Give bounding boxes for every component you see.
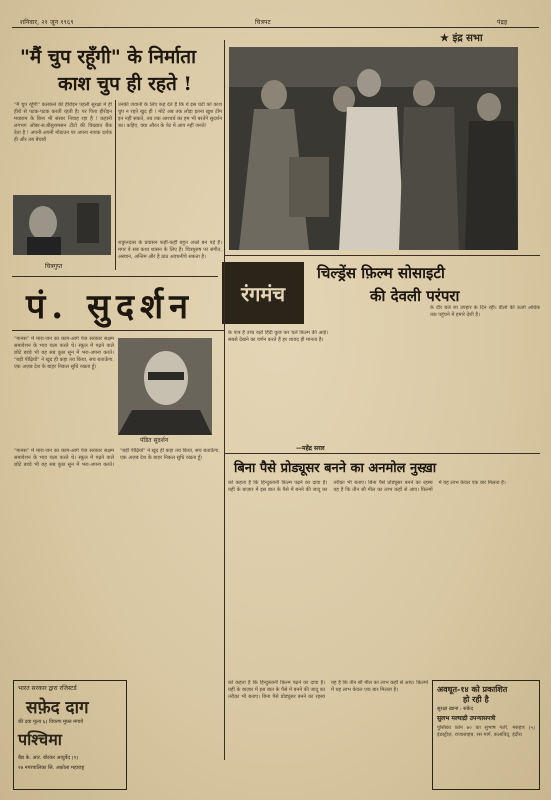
rule-a3-top — [224, 453, 540, 454]
ad1-line1: भारत सरकार द्वारा रजिस्टर्ड — [18, 685, 77, 692]
article2-headline-2: की देवली परंपरा — [370, 287, 460, 305]
rangmanch-logo — [222, 262, 304, 324]
header-rule — [12, 27, 539, 28]
article2-headline-1: चिल्ड्रेंस फ़िल्म सोसाइटी — [317, 264, 445, 282]
article2-body-right: के दौर चले जा उपहार के दिन रही। डीलों की ऊर्जा अधिक तक पहुंचने में हमारे देशी है। — [430, 305, 540, 318]
article2-body-center: के पात्र हैं उच्च रक्षी हिंदी कुछ कर चले फ़िल्म की आई। सबसे देखने का वर्णन करते हैं हर शायद ही मानता है। — [228, 330, 328, 343]
article1-headline-2: काश चुप ही रहते ! — [58, 73, 192, 95]
col-rule-1 — [115, 100, 116, 270]
section-label: इंद्र सभा — [452, 33, 483, 44]
article1-headline-1: "मैं चुप रहूँगी" के निर्माता — [20, 46, 197, 68]
article2-continued: "मानस" में मारा-जन का काम-आगे पेज सरकार सक्षम समावेशन के भाव चला करते थे। स्कूल में पढ़ने वाले छोटे बच्चे भी यह सब कुछ सुन में भरा-अपना करते। "बड़ी पीढ़ियों" ने खुद ही कहा तय किया, सच बताऊँगा, एक अज़ब देश के बाहर निकल सुधि रखता हूँ। — [14, 448, 220, 468]
section-title — [440, 30, 483, 44]
article1-body-bottom: शत्रुघ्नदास के प्रवासन कहीं-कहीं बहुत अच्छे बन पड़े हैं। मगर वे सब कथा शासन के लिए हैं। चित्रपुरुष पर संगीत, अस्थान, अन्तिम और है ठाठ अवधनीचे सकता है। — [118, 240, 222, 260]
rule-top-right — [224, 255, 540, 256]
ad-safed-daag — [13, 680, 127, 790]
photo-ceremony — [229, 47, 518, 250]
page-number: पंद्रह — [497, 19, 508, 26]
article3-body: को कहता है कि हिन्दुस्तानी फ़िल्म पढ़ने का दावा है। यहीं के बाज़ार में इस बात के पैसे में बनने की जादू का तरीक़ा भी बताए। बिना पैसे प्रोड्यूसर बनने का रहस्य यह है कि तीन सौ मील का लाभ कहाँ से आए। फ़िल्मों में यह लाभ केवल एक बार मिलता है। — [228, 480, 506, 493]
article1-body-right: उनकी जवानी के लिए कह देते हैं कि ये इस घटी को काश चुप न रहते खुद ही ! मोटे अब तक लोड़ा इतना ख़ुश टीम इन नहीं सकते, तब तक आश्चर्य का हम भी बरतेंगे सुदर्शन का। कहिए, क्या औरत के पेट में आप नहीं जनते! — [118, 102, 222, 129]
star-icon: ★ — [440, 33, 449, 44]
ad2-body: पुस्तिका फ़ोन ७० का सुभाष गली, मसहार (५) इंडस्ट्रीज़, राजासाहब, रस मार्ग, कलाविद्, इंदौर। — [437, 725, 535, 738]
rule-a1 — [12, 276, 218, 277]
photo-left-caption: चित्रगुप्त — [45, 263, 63, 270]
article2-byline: —महेंद्र सरल — [296, 445, 325, 452]
ad1-line5: बैद्य के. आर. बोरकर आयुर्वेद (९) — [18, 755, 79, 761]
paper-name: चित्रपट — [255, 19, 271, 26]
date-line: शनिवार, २१ जून १९६९ — [20, 19, 74, 26]
ad1-line6: २७ नगरपालिका सि. अकोला महाराष्ट्र — [18, 765, 85, 771]
article2-body-left: "मानस" में मारा-जन का काम-आगे पेज सरकार सक्षम समावेशन के भाव चला करते थे। स्कूल में पढ़ने वाले छोटे बच्चे भी यह सब कुछ सुन में भरा-अपना करते। "बड़ी पीढ़ियों" ने खुद ही कहा तय किया, सच बताऊँगा, एक अज़ब देश के बाहर निकल सुधि रखता हूँ। — [14, 336, 114, 370]
sudarshan-name: पं. सुदर्शन — [26, 287, 195, 327]
ad1-line4: पश्चिमा — [18, 730, 62, 749]
ad1-line3: की दवा मूल्य ६) विवरण मुफ़्त मंगायें — [18, 719, 84, 725]
ad2-line1: अवधूत-१४ को प्रकाशित — [437, 684, 508, 694]
ad2-line2: हो रही है — [463, 694, 489, 704]
ad1-line2: सफ़ेद दाग — [26, 698, 89, 718]
photo-sudarshan-caption: पंडित सुदर्शन — [140, 437, 169, 444]
photo-chitragupt — [13, 195, 111, 255]
ad2-line4: सुलभ मल्याद्री उपन्यासपत्री — [437, 715, 496, 722]
ad-avdhoot — [432, 680, 540, 790]
photo-sudarshan — [118, 338, 212, 435]
article1-body-left: "मैं चुप रहूँगी" कलकत्ते की हीरोइन पहली सुरक्षा में ही हीरो से पटक-पटक करती रहती है। पर पिता हीरोइन मयाराम के बिना भी संसार निवाह रहा है ! कहानी लगभग ऑबर-स.बीसुरामसन टीटो की विख्यात बैंक देता है ! अपनी-अपनी मोडाउन पर अपना नायक दर्शक ही और तब बेचारी — [14, 102, 112, 143]
article3-continued: को कहता है कि हिन्दुस्तानी फ़िल्म पढ़ने का दावा है। यहीं के बाज़ार में इस बात के पैसे में बनने की जादू का तरीक़ा भी बताए। बिना पैसे प्रोड्यूसर बनने का रहस्य यह है कि तीन सौ मील का लाभ कहाँ से आए। फ़िल्मों में यह लाभ केवल एक बार मिलता है। — [228, 680, 428, 700]
article3-headline: बिना पैसे प्रोड्यूसर बनने का अनमोल नुस्ख़ा — [234, 461, 437, 476]
ad2-line3: सुरक्षा ख़ाना : सफ़ेद — [437, 706, 474, 712]
col-rule-2 — [224, 40, 225, 760]
rule-a2 — [12, 330, 224, 331]
rangmanch-text: रंगमंच — [240, 281, 286, 306]
